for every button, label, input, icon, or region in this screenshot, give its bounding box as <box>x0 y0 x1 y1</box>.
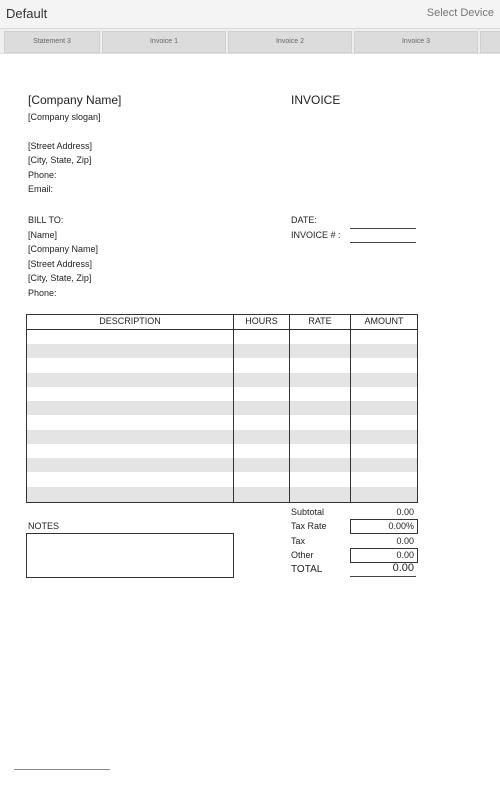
col-hours: HOURS <box>245 316 278 326</box>
company-name[interactable]: [Company Name] <box>28 93 122 107</box>
invoices-icon[interactable] <box>57 770 67 776</box>
tax-rate-field[interactable] <box>350 519 418 534</box>
company-street[interactable]: [Street Address] <box>28 141 93 151</box>
bill-city[interactable]: [City, State, Zip] <box>28 273 92 283</box>
notes-label: NOTES <box>28 521 60 531</box>
table-row[interactable] <box>27 344 417 358</box>
tax-value: 0.00 <box>396 536 414 546</box>
template-title: Default <box>6 6 48 21</box>
invoice-number-field[interactable] <box>350 242 416 243</box>
col-description: DESCRIPTION <box>99 316 161 326</box>
tab-invoice-1[interactable]: Invoice 1 <box>102 31 226 53</box>
company-city[interactable]: [City, State, Zip] <box>28 155 92 165</box>
table-row[interactable] <box>27 458 417 472</box>
bill-street[interactable]: [Street Address] <box>28 259 93 269</box>
company-slogan[interactable]: [Company slogan] <box>28 112 101 122</box>
total-label: TOTAL <box>291 564 323 575</box>
invoice-title: INVOICE <box>291 93 341 107</box>
col-amount: AMOUNT <box>364 316 404 326</box>
clients-icon[interactable] <box>338 770 348 776</box>
col-rate: RATE <box>308 316 332 326</box>
select-device-button[interactable]: Select Device <box>426 7 494 19</box>
tab-statement-3[interactable]: Statement 3 <box>4 31 100 53</box>
company-email[interactable]: Email: <box>28 184 54 194</box>
company-phone[interactable]: Phone: <box>28 170 57 180</box>
bill-name[interactable]: [Name] <box>28 230 58 240</box>
bill-company[interactable]: [Company Name] <box>28 244 99 254</box>
bottom-nav <box>0 760 500 800</box>
tab-invoice-2[interactable]: Invoice 2 <box>228 31 352 53</box>
other-field[interactable] <box>350 548 418 563</box>
table-row[interactable] <box>27 401 417 415</box>
line-items-table <box>26 314 418 503</box>
column-divider <box>289 315 290 502</box>
tax-rate-label: Tax Rate <box>291 521 327 531</box>
products-icon[interactable] <box>430 770 444 776</box>
total-value: 0.00 <box>392 562 414 574</box>
notes-field[interactable] <box>26 533 234 578</box>
bill-to-label: BILL TO: <box>28 215 64 225</box>
tab-invoice-3[interactable]: Invoice 3 <box>354 31 478 53</box>
column-divider <box>233 315 234 502</box>
table-header <box>27 315 417 330</box>
total-underline <box>350 576 416 577</box>
table-row[interactable] <box>27 487 417 502</box>
date-label: DATE: <box>291 215 317 225</box>
other-value: 0.00 <box>396 550 414 560</box>
invoice-number-label: INVOICE # : <box>291 230 341 240</box>
tax-rate-value: 0.00% <box>388 521 414 531</box>
table-row[interactable] <box>27 430 417 444</box>
subtotal-value: 0.00 <box>396 507 414 517</box>
subtotal-label: Subtotal <box>291 507 325 517</box>
bill-phone[interactable]: Phone: <box>28 288 57 298</box>
table-row[interactable] <box>27 373 417 387</box>
column-divider <box>350 315 351 502</box>
document-icon[interactable] <box>244 770 254 776</box>
tax-label: Tax <box>291 536 306 546</box>
date-field[interactable] <box>350 228 416 229</box>
other-label: Other <box>291 550 314 560</box>
